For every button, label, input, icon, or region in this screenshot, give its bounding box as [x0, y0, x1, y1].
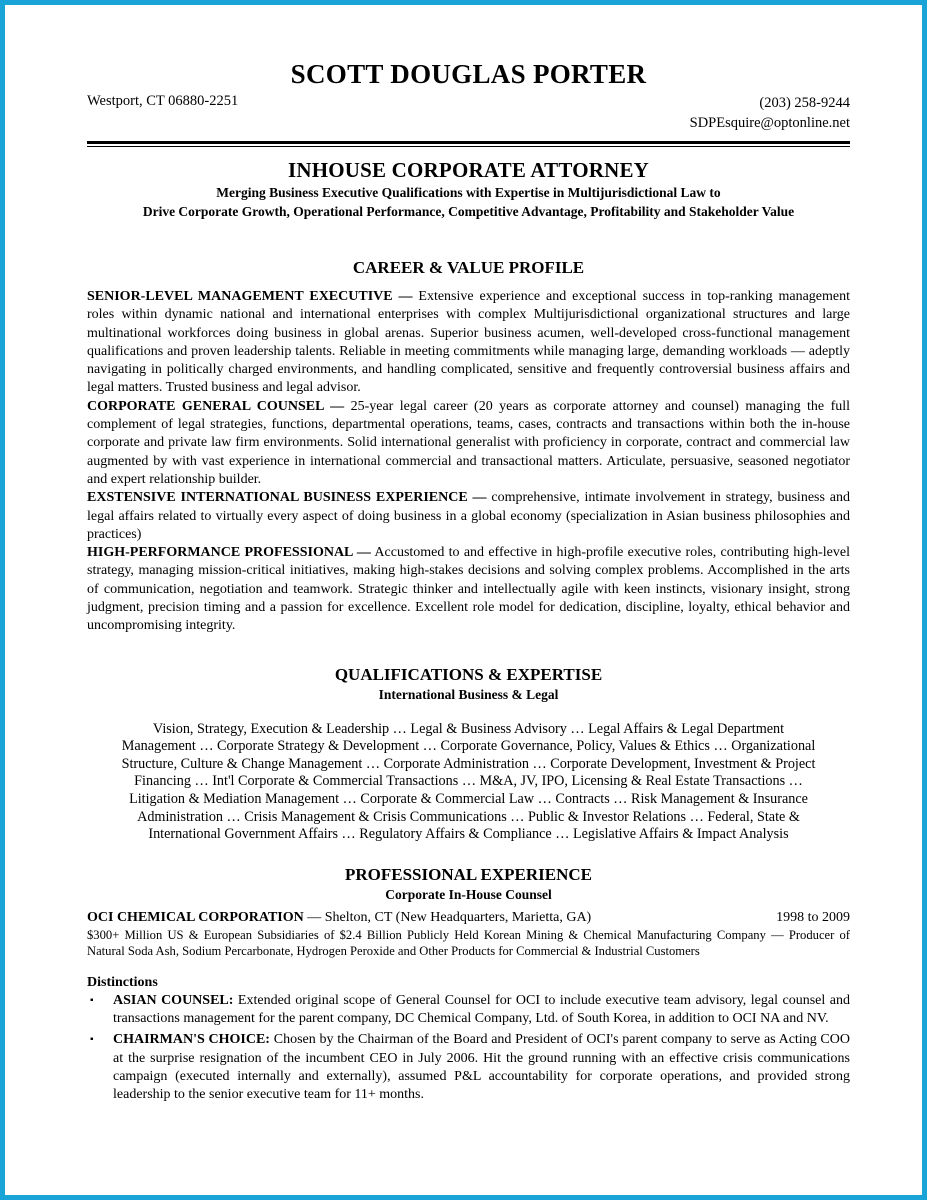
bullet-icon: ▪ [90, 994, 94, 1006]
distinction-lead: CHAIRMAN'S CHOICE: [113, 1032, 270, 1048]
qualifications-line: Litigation & Mediation Management … Corporate & Commercial Law … Contracts … Risk Management & Insurance [129, 791, 808, 808]
company-line [87, 909, 850, 927]
contact-right [690, 93, 850, 133]
experience-title: PROFESSIONAL EXPERIENCE [344, 864, 593, 884]
employment-dates: 1998 to 2009 [776, 909, 850, 925]
email: SDPEsquire@optonline.net [689, 115, 850, 131]
company-description: $300+ Million US & European Subsidiaries of $2.4 Billion Publicly Held Korean Mining & Chemical Manufacturing Company — Producer of Natural Soda Ash, Sodium Percarbonate, Hydrogen Peroxide and Other Products for Commercial & Industrial Customers [87, 927, 850, 959]
profile-paragraph [87, 489, 850, 544]
distinction-lead: ASIAN COUNSEL: [113, 992, 234, 1008]
qualifications-line: International Government Affairs … Regulatory Affairs & Compliance … Legislative Affairs & Impact Analysis [148, 826, 789, 843]
paragraph-text: Accustomed to and effective in high-profile executive roles, contributing high-level strategy, managing mission-critical initiatives, making high-stakes decisions and solving complex problems. Accomplished in the arts of communication, negotiation and teamwork. Strategic thinker and intellectually agile with keen instincts, visionary insight, strong judgment, precision timing and a passion for excellence. Excellent role model for dedication, discipline, loyalty, ethical behavior and uncompromising integrity. [87, 545, 850, 634]
qualifications-line: Financing … Int'l Corporate & Commercial Transactions … M&A, JV, IPO, Licensing & Real Estate Transactions … [134, 773, 803, 790]
location: Westport, CT 06880-2251 [87, 93, 239, 109]
qualifications-subtitle: International Business & Legal [378, 686, 559, 702]
profile-paragraph [87, 544, 850, 635]
distinction-text: Extended original scope of General Counsel for OCI to include executive team advisory, legal counsel and transactions management for the parent company, DC Chemical Company, Ltd. of South Korea, in addition to OCI NA and NV. [113, 992, 850, 1027]
tagline-2: Drive Corporate Growth, Operational Performance, Competitive Advantage, Profitability and Stakeholder Value [142, 204, 795, 219]
paragraph-lead: EXSTENSIVE INTERNATIONAL BUSINESS EXPERIENCE — [87, 490, 487, 506]
divider-thick [87, 141, 850, 144]
divider-thin [87, 146, 850, 147]
qualifications-line: Structure, Culture & Change Management … Corporate Administration … Corporate Development, Investment & Project [121, 755, 816, 772]
phone: (203) 258-9244 [759, 95, 850, 111]
distinction-item [87, 992, 850, 1029]
profile-paragraph [87, 398, 850, 489]
headline: INHOUSE CORPORATE ATTORNEY [287, 158, 650, 182]
qualifications-list [87, 721, 850, 844]
company-location: — Shelton, CT (New Headquarters, Marietta, GA) [303, 909, 592, 925]
bullet-icon: ▪ [90, 1034, 94, 1046]
distinction-item [87, 1031, 850, 1104]
paragraph-text: Extensive experience and exceptional success in top-ranking management roles within dynamic national and international enterprises with complex Multijurisdictional organizational structures and large multinational workforces doing business in global arenas. Superior business acumen, well-developed cross-functional management qualifications and proven leadership talents. Reliable in meeting commitments while managing large, demanding workloads — adeptly navigating in politically charged environments, and handling complicated, sensitive and frequently controversial business affairs and legal matters. Trusted business and legal advisor. [87, 289, 850, 396]
contact-block [87, 91, 850, 133]
qualifications-title: QUALIFICATIONS & EXPERTISE [334, 664, 603, 684]
profile-title: CAREER & VALUE PROFILE [352, 258, 585, 277]
experience-subtitle: Corporate In-House Counsel [385, 886, 552, 902]
tagline-1: Merging Business Executive Qualifications with Expertise in Multijurisdictional Law to [216, 185, 721, 200]
profile-paragraph [87, 288, 850, 398]
distinctions-list [87, 992, 850, 1105]
profile-section [87, 288, 850, 636]
paragraph-lead: CORPORATE GENERAL COUNSEL — [87, 398, 345, 414]
distinction-text: Chosen by the Chairman of the Board and President of OCI's parent company to serve as Acting COO at the surprise resignation of the incumbent CEO in July 2006. Hit the ground running with an effective crisis communications campaign (executed internally and externally), assumed P&L accountability for corporate operations, and provided strong leadership to the senior executive team for 11+ months. [113, 1032, 850, 1103]
resume-content [87, 57, 850, 1105]
company-name: OCI CHEMICAL CORPORATION [87, 909, 304, 925]
candidate-name: SCOTT DOUGLAS PORTER [290, 59, 647, 89]
paragraph-lead: HIGH-PERFORMANCE PROFESSIONAL — [87, 545, 371, 561]
qualifications-line: Management … Corporate Strategy & Development … Corporate Governance, Policy, Values & Ethics … Organizational [121, 738, 816, 755]
qualifications-line: Administration … Crisis Management & Crisis Communications … Public & Investor Relations … Federal, State & [137, 808, 800, 825]
paragraph-text: comprehensive, intimate involvement in strategy, business and legal affairs related to virtually every aspect of doing business in a global economy (specialization in Asian business philosophies and practices) [87, 490, 850, 542]
distinctions-label: Distinctions [87, 974, 158, 990]
paragraph-text: 25-year legal career (20 years as corporate attorney and counsel) managing the full complement of legal strategies, functions, departmental operations, teams, cases, contracts and transactions within both the in-house corporate and private law firm environments. Solid international generalist with proficiency in corporate, contract and commercial law augmented by with vast experience in international commercial and transactional matters. Articulate, persuasive, seasoned negotiator and expert relationship builder. [87, 398, 851, 487]
qualifications-line: Vision, Strategy, Execution & Leadership … Legal & Business Advisory … Legal Affairs & Legal Department [152, 720, 785, 737]
paragraph-lead: SENIOR-LEVEL MANAGEMENT EXECUTIVE — [87, 289, 413, 304]
